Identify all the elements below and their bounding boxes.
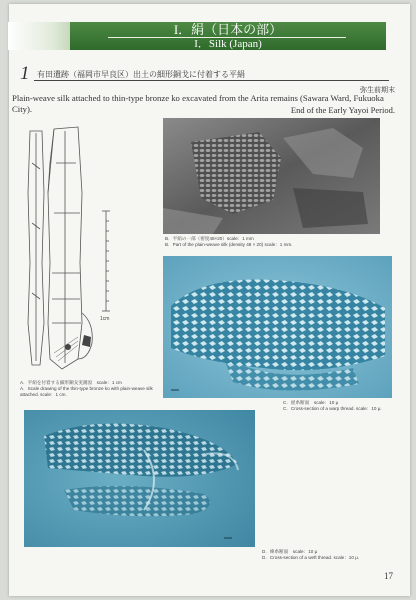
caption-a-en: A．Scale drawing of the thin-type bronze ko with plain-weave silk attached. scale：1 cm.	[20, 386, 153, 397]
drawing-scale-label: 1cm	[100, 316, 110, 322]
caption-c-jp: C．経糸断面 scale：10 μ	[283, 400, 339, 405]
period-en: End of the Early Yayoi Period.	[290, 105, 395, 115]
caption-d-en: D．Cross-section of a weft thread. scale：10 μ.	[262, 555, 360, 560]
caption-d-jp: D．緯糸断面 scale：10 μ	[262, 549, 318, 554]
period-jp: 弥生前期末	[360, 86, 395, 94]
page-number: 17	[384, 571, 393, 581]
section-number: 1	[20, 63, 30, 84]
micrograph-warp	[163, 256, 392, 398]
banner-shade	[8, 22, 70, 50]
caption-b-jp: B．平絹の一部（密度48×20）scale：1 mm	[165, 236, 254, 241]
section-rule	[34, 80, 389, 81]
caption-b-en: B．Part of the plain-weave silk (density 48 × 20) scale：1 mm.	[165, 242, 293, 247]
photo-silk-weave	[163, 118, 380, 234]
bronze-ko-drawing	[20, 123, 152, 378]
caption-c-en: C．Cross-section of a warp thread. scale：10 μ.	[283, 406, 382, 411]
section-title-jp: 有田遺跡（福岡市早良区）出土の細形銅戈に付着する平絹	[37, 70, 245, 79]
chapter-title: I．絹（日本の部）	[173, 22, 283, 37]
caption-a-jp: A．平絹を付着する細形銅戈実測図 scale：1 cm	[20, 380, 122, 385]
chapter-subtitle: I．Silk (Japan)	[194, 38, 262, 50]
micrograph-weft	[24, 410, 255, 547]
section-title-en: Plain-weave silk attached to thin-type bronze ko excavated from the Arita remains (Sawara Ward, Fukuoka City).	[12, 93, 384, 114]
